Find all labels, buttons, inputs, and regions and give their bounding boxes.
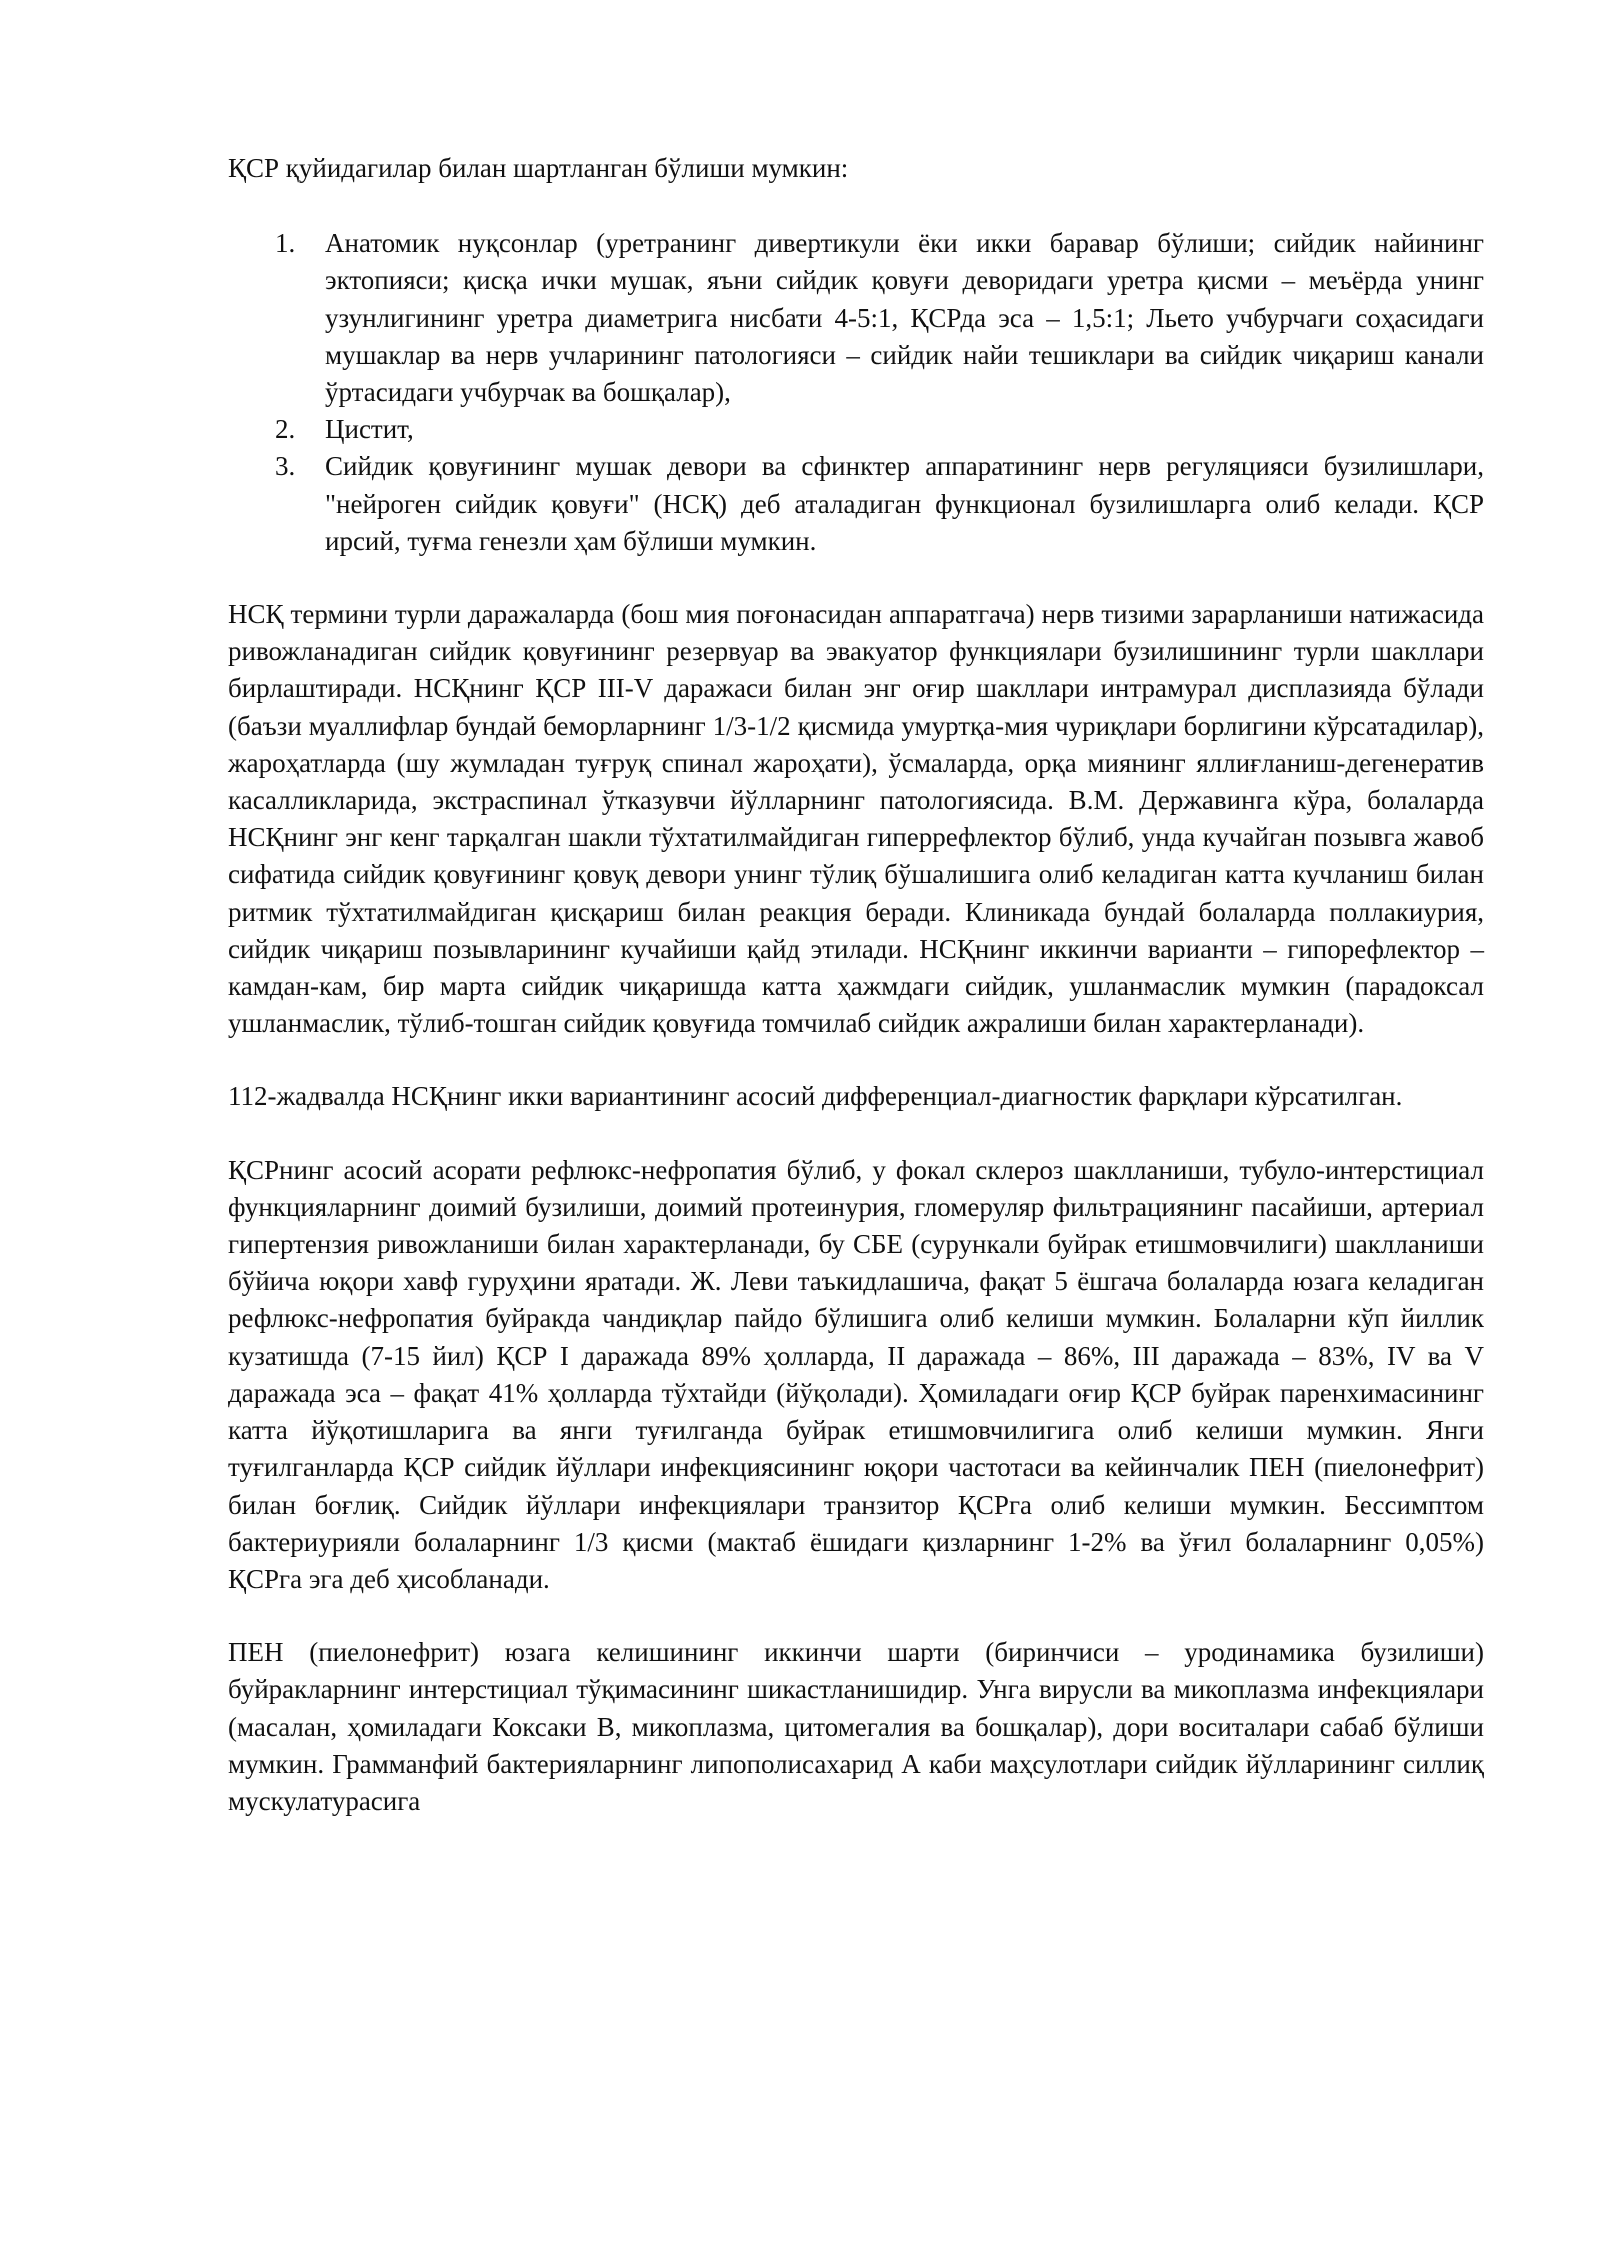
body-paragraph: 112-жадвалда НСҚнинг икки вариантининг асосий дифференциал-диагностик фарқлари кўрсатилган.	[228, 1081, 1403, 1112]
body-paragraph: ПЕН (пиелонефрит) юзага келишининг иккинчи шарти (биринчиси – уродинамика бузилиши) буйракларнинг интерстициал тўқимасининг шикастланишидир. Унга вирусли ва микоплазма инфекциялари (масалан, ҳомиладаги Коксаки В, микоплазма, цитомегалия ва бошқалар), дори воситалари сабаб бўлиши мумкин. Грамманфий бактерияларнинг липополисахарид А каби маҳсулотлари сийдик йўлларининг силлиқ мускулатурасига	[228, 1637, 1484, 1816]
body-paragraph: ҚСРнинг асосий асорати рефлюкс-нефропатия бўлиб, у фокал склероз шаклланиши, тубуло-интерстициал функцияларнинг доимий бузилиши, доимий протеинурия, гломеруляр фильтрациянинг пасайиши, артериал гипертензия ривожланиши билан характерланади, бу СБЕ (сурункали буйрак етишмовчилиги) шаклланиши бўйича юқори хавф гуруҳини яратади. Ж. Леви таъкидлашича, фақат 5 ёшгача болаларда юзага келадиган рефлюкс-нефропатия буйракда чандиқлар пайдо бўлишига олиб келиши мумкин. Болаларни кўп йиллик кузатишда (7-15 йил) ҚСР I даражада 89% ҳолларда, II даражада – 86%, III даражада – 83%, IV ва V даражада эса – фақат 41% ҳолларда тўхтайди (йўқолади). Ҳомиладаги оғир ҚСР буйрак паренхимасининг катта йўқотишларига ва янги туғилганда буйрак етишмовчилигига олиб келиши мумкин. Янги туғилганларда ҚСР сийдик йўллари инфекциясининг юқори частотаси ва кейинчалик ПЕН (пиелонефрит) билан боғлиқ. Сийдик йўллари инфекциялари транзитор ҚСРга олиб келиши мумкин. Бессимптом бактериурияли болаларнинг 1/3 қисми (мактаб ёшидаги қизларнинг 1-2% ва ўғил болаларнинг 0,05%) ҚСРга эга деб ҳисобланади.	[228, 1154, 1484, 1594]
list-item	[228, 411, 1484, 448]
conditions-list	[228, 225, 1484, 560]
list-item-number: 2.	[275, 414, 296, 445]
list-item	[228, 225, 1484, 411]
list-item-text: Цистит,	[325, 414, 414, 445]
intro-paragraph: ҚСР қуйидагилар билан шартланган бўлиши мумкин:	[228, 153, 849, 183]
list-item	[228, 448, 1484, 560]
list-item-number: 3.	[275, 451, 296, 482]
body-paragraph: НСҚ термини турли даражаларда (бош мия поғонасидан аппаратгача) нерв тизими зарарланиши натижасида ривожланадиган сийдик қовуғининг резервуар ва эвакуатор функциялари бузилишининг турли шакллари бирлаштиради. НСҚнинг ҚСР III-V даражаси билан энг оғир шакллари интрамурал дисплазияда бўлади (баъзи муаллифлар бундай беморларнинг 1/3-1/2 қисмида умуртқа-мия чуриқлари борлигини кўрсатадилар), жароҳатларда (шу жумладан туғруқ спинал жароҳати), ўсмаларда, орқа миянинг яллиғланиш-дегенератив касалликларида, экстраспинал ўтказувчи йўлларнинг патологиясида. В.М. Державинга кўра, болаларда НСҚнинг энг кенг тарқалган шакли тўхтатилмайдиган гиперрефлектор бўлиб, унда кучайган позывга жавоб сифатида сийдик қовуғининг қовуқ девори унинг тўлиқ бўшалишига олиб келадиган катта кучланиш билан ритмик тўхтатилмайдиган қисқариш билан реакция беради. Клиникада бундай болаларда поллакиурия, сийдик чиқариш позывларининг кучайиши қайд этилади. НСҚнинг иккинчи варианти – гипорефлектор – камдан-кам, бир марта сийдик чиқаришда катта ҳажмдаги сийдик, ушланмаслик мумкин (парадоксал ушланмаслик, тўлиб-тошган сийдик қовуғида томчилаб сийдик ажралиши билан характерланади).	[228, 599, 1484, 1039]
document-page	[228, 150, 1484, 1820]
list-item-text: Сийдик қовуғининг мушак девори ва сфинктер аппаратининг нерв регуляцияси бузилишлари, "нейроген сийдик қовуғи" (НСҚ) деб аталадиган функционал бузилишларга олиб келади. ҚСР ирсий, туғма генезли ҳам бўлиши мумкин.	[325, 451, 1484, 556]
list-item-number: 1.	[275, 228, 296, 259]
list-item-text: Анатомик нуқсонлар (уретранинг дивертикули ёки икки баравар бўлиши; сийдик найининг эктопияси; қисқа ички мушак, яъни сийдик қовуғи деворидаги уретра қисми – меъёрда унинг узунлигининг уретра диаметрига нисбати 4-5:1, ҚСРда эса – 1,5:1; Льето учбурчаги соҳасидаги мушаклар ва нерв учларининг патологияси – сийдик найи тешиклари ва сийдик чиқариш канали ўртасидаги учбурчак ва бошқалар),	[325, 228, 1484, 408]
